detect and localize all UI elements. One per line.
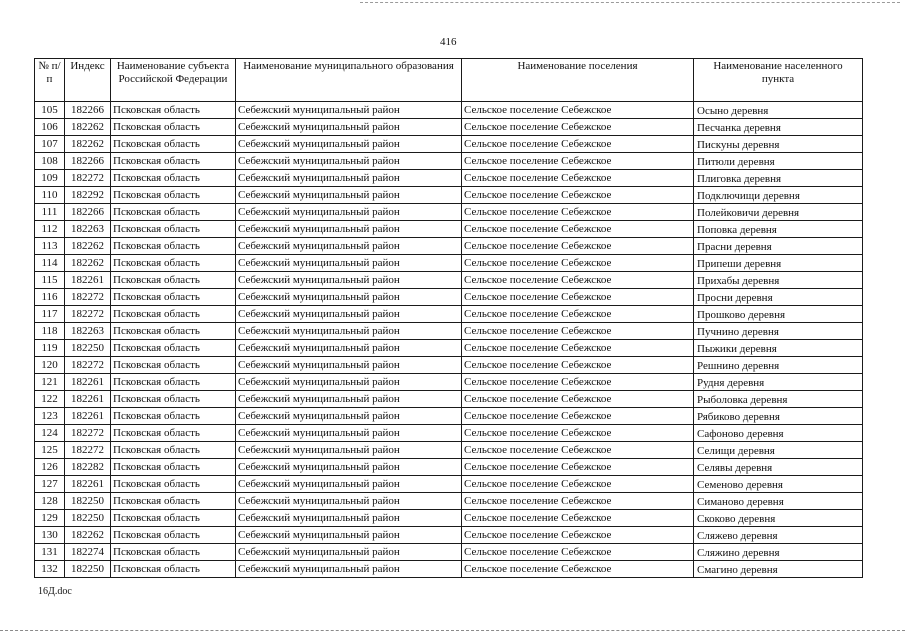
row-number-cell: 109 [35, 170, 65, 187]
federal-subject-cell: Псковская область [111, 340, 236, 357]
row-number-cell: 132 [35, 561, 65, 578]
header-postal-index: Индекс [65, 59, 111, 102]
locality-cell: Прошково деревня [694, 306, 863, 323]
postal-index-cell: 182282 [65, 459, 111, 476]
postal-index-cell: 182272 [65, 306, 111, 323]
postal-index-cell: 182261 [65, 408, 111, 425]
federal-subject-cell: Псковская область [111, 221, 236, 238]
federal-subject-cell: Псковская область [111, 272, 236, 289]
table-body [35, 102, 863, 578]
municipality-cell: Себежский муниципальный район [236, 289, 462, 306]
municipality-cell: Себежский муниципальный район [236, 136, 462, 153]
municipality-cell: Себежский муниципальный район [236, 459, 462, 476]
municipality-cell: Себежский муниципальный район [236, 476, 462, 493]
locality-cell: Подключищи деревня [694, 187, 863, 204]
federal-subject-cell: Псковская область [111, 374, 236, 391]
header-settlement: Наименование поселения [462, 59, 694, 102]
table-row [35, 459, 863, 476]
municipality-cell: Себежский муниципальный район [236, 561, 462, 578]
table-row [35, 238, 863, 255]
municipality-cell: Себежский муниципальный район [236, 493, 462, 510]
locality-cell: Прихабы деревня [694, 272, 863, 289]
federal-subject-cell: Псковская область [111, 493, 236, 510]
locality-cell: Припеши деревня [694, 255, 863, 272]
federal-subject-cell: Псковская область [111, 459, 236, 476]
postal-index-cell: 182292 [65, 187, 111, 204]
municipality-cell: Себежский муниципальный район [236, 306, 462, 323]
federal-subject-cell: Псковская область [111, 527, 236, 544]
locality-cell: Пискуны деревня [694, 136, 863, 153]
locality-cell: Скоково деревня [694, 510, 863, 527]
table-row [35, 153, 863, 170]
municipality-cell: Себежский муниципальный район [236, 510, 462, 527]
municipality-cell: Себежский муниципальный район [236, 238, 462, 255]
municipality-cell: Себежский муниципальный район [236, 391, 462, 408]
municipality-cell: Себежский муниципальный район [236, 102, 462, 119]
locality-cell: Плиговка деревня [694, 170, 863, 187]
locality-cell: Рудня деревня [694, 374, 863, 391]
settlement-cell: Сельское поселение Себежское [462, 561, 694, 578]
postal-index-cell: 182262 [65, 136, 111, 153]
row-number-cell: 122 [35, 391, 65, 408]
municipality-cell: Себежский муниципальный район [236, 442, 462, 459]
settlement-cell: Сельское поселение Себежское [462, 255, 694, 272]
federal-subject-cell: Псковская область [111, 442, 236, 459]
locality-cell: Сафоново деревня [694, 425, 863, 442]
federal-subject-cell: Псковская область [111, 391, 236, 408]
municipality-cell: Себежский муниципальный район [236, 187, 462, 204]
table-row [35, 255, 863, 272]
table-row [35, 136, 863, 153]
postal-index-cell: 182261 [65, 476, 111, 493]
locality-cell: Питюли деревня [694, 153, 863, 170]
footer-filename: 16Д.doc [38, 586, 72, 597]
row-number-cell: 108 [35, 153, 65, 170]
row-number-cell: 110 [35, 187, 65, 204]
federal-subject-cell: Псковская область [111, 357, 236, 374]
row-number-cell: 112 [35, 221, 65, 238]
locality-cell: Прасни деревня [694, 238, 863, 255]
municipality-cell: Себежский муниципальный район [236, 204, 462, 221]
municipality-cell: Себежский муниципальный район [236, 527, 462, 544]
settlement-cell: Сельское поселение Себежское [462, 442, 694, 459]
page-number: 416 [440, 36, 457, 48]
table-row [35, 119, 863, 136]
municipality-cell: Себежский муниципальный район [236, 221, 462, 238]
settlement-cell: Сельское поселение Себежское [462, 323, 694, 340]
row-number-cell: 113 [35, 238, 65, 255]
postal-index-cell: 182262 [65, 255, 111, 272]
row-number-cell: 123 [35, 408, 65, 425]
table-row [35, 425, 863, 442]
table-row [35, 306, 863, 323]
municipality-cell: Себежский муниципальный район [236, 255, 462, 272]
table-row [35, 561, 863, 578]
settlement-cell: Сельское поселение Себежское [462, 272, 694, 289]
postal-index-cell: 182272 [65, 357, 111, 374]
federal-subject-cell: Псковская область [111, 306, 236, 323]
federal-subject-cell: Псковская область [111, 561, 236, 578]
federal-subject-cell: Псковская область [111, 408, 236, 425]
postal-index-cell: 182272 [65, 425, 111, 442]
table-header-row [35, 59, 863, 102]
row-number-cell: 130 [35, 527, 65, 544]
settlement-cell: Сельское поселение Себежское [462, 187, 694, 204]
postal-index-cell: 182261 [65, 272, 111, 289]
postal-index-cell: 182266 [65, 153, 111, 170]
municipality-cell: Себежский муниципальный район [236, 374, 462, 391]
scan-edge-bottom [0, 630, 905, 633]
table-row [35, 527, 863, 544]
municipality-cell: Себежский муниципальный район [236, 425, 462, 442]
settlement-cell: Сельское поселение Себежское [462, 357, 694, 374]
scan-edge-top [360, 2, 900, 5]
federal-subject-cell: Псковская область [111, 136, 236, 153]
locality-cell: Пучнино деревня [694, 323, 863, 340]
settlement-cell: Сельское поселение Себежское [462, 527, 694, 544]
row-number-cell: 119 [35, 340, 65, 357]
postal-index-cell: 182272 [65, 170, 111, 187]
federal-subject-cell: Псковская область [111, 153, 236, 170]
postal-index-cell: 182261 [65, 391, 111, 408]
postal-index-cell: 182250 [65, 510, 111, 527]
municipality-cell: Себежский муниципальный район [236, 119, 462, 136]
postal-index-cell: 182263 [65, 323, 111, 340]
postal-index-cell: 182263 [65, 221, 111, 238]
settlement-cell: Сельское поселение Себежское [462, 306, 694, 323]
municipality-cell: Себежский муниципальный район [236, 323, 462, 340]
settlement-cell: Сельское поселение Себежское [462, 476, 694, 493]
table-row [35, 170, 863, 187]
row-number-cell: 120 [35, 357, 65, 374]
postal-index-cell: 182250 [65, 340, 111, 357]
locality-cell: Рыболовка деревня [694, 391, 863, 408]
row-number-cell: 117 [35, 306, 65, 323]
header-federal-subject: Наименование субъекта Российской Федерации [111, 59, 236, 102]
table-row [35, 374, 863, 391]
locality-cell: Песчанка деревня [694, 119, 863, 136]
settlement-cell: Сельское поселение Себежское [462, 493, 694, 510]
settlement-cell: Сельское поселение Себежское [462, 153, 694, 170]
settlement-cell: Сельское поселение Себежское [462, 391, 694, 408]
row-number-cell: 126 [35, 459, 65, 476]
municipality-cell: Себежский муниципальный район [236, 272, 462, 289]
table-row [35, 102, 863, 119]
settlement-cell: Сельское поселение Себежское [462, 425, 694, 442]
table-row [35, 204, 863, 221]
postal-index-cell: 182250 [65, 493, 111, 510]
locality-cell: Смагино деревня [694, 561, 863, 578]
row-number-cell: 129 [35, 510, 65, 527]
table-row [35, 408, 863, 425]
row-number-cell: 124 [35, 425, 65, 442]
postal-index-cell: 182262 [65, 527, 111, 544]
municipality-cell: Себежский муниципальный район [236, 357, 462, 374]
municipality-cell: Себежский муниципальный район [236, 153, 462, 170]
table-row [35, 476, 863, 493]
row-number-cell: 127 [35, 476, 65, 493]
settlement-cell: Сельское поселение Себежское [462, 340, 694, 357]
municipality-cell: Себежский муниципальный район [236, 340, 462, 357]
federal-subject-cell: Псковская область [111, 425, 236, 442]
postal-index-cell: 182266 [65, 102, 111, 119]
settlement-cell: Сельское поселение Себежское [462, 459, 694, 476]
settlement-cell: Сельское поселение Себежское [462, 374, 694, 391]
locality-cell: Поповка деревня [694, 221, 863, 238]
postal-index-cell: 182250 [65, 561, 111, 578]
federal-subject-cell: Псковская область [111, 119, 236, 136]
federal-subject-cell: Псковская область [111, 102, 236, 119]
locality-cell: Сляжево деревня [694, 527, 863, 544]
locality-cell: Семеново деревня [694, 476, 863, 493]
table-row [35, 357, 863, 374]
settlement-cell: Сельское поселение Себежское [462, 544, 694, 561]
table-row [35, 272, 863, 289]
settlement-cell: Сельское поселение Себежское [462, 170, 694, 187]
municipality-cell: Себежский муниципальный район [236, 170, 462, 187]
table-row [35, 493, 863, 510]
table-row [35, 289, 863, 306]
row-number-cell: 118 [35, 323, 65, 340]
postal-index-cell: 182261 [65, 374, 111, 391]
row-number-cell: 128 [35, 493, 65, 510]
table-row [35, 442, 863, 459]
table-row [35, 391, 863, 408]
header-locality: Наименование населенного пункта [694, 59, 863, 102]
federal-subject-cell: Псковская область [111, 170, 236, 187]
settlement-cell: Сельское поселение Себежское [462, 204, 694, 221]
table-row [35, 187, 863, 204]
postal-index-cell: 182272 [65, 289, 111, 306]
header-municipality: Наименование муниципального образования [236, 59, 462, 102]
postal-index-cell: 182272 [65, 442, 111, 459]
settlement-cell: Сельское поселение Себежское [462, 289, 694, 306]
locality-cell: Сляжино деревня [694, 544, 863, 561]
federal-subject-cell: Псковская область [111, 255, 236, 272]
postal-index-cell: 182274 [65, 544, 111, 561]
locality-cell: Селищи деревня [694, 442, 863, 459]
row-number-cell: 111 [35, 204, 65, 221]
settlement-cell: Сельское поселение Себежское [462, 102, 694, 119]
federal-subject-cell: Псковская область [111, 476, 236, 493]
locality-cell: Просни деревня [694, 289, 863, 306]
row-number-cell: 116 [35, 289, 65, 306]
federal-subject-cell: Псковская область [111, 544, 236, 561]
table-row [35, 544, 863, 561]
row-number-cell: 106 [35, 119, 65, 136]
row-number-cell: 114 [35, 255, 65, 272]
row-number-cell: 105 [35, 102, 65, 119]
postal-index-cell: 182266 [65, 204, 111, 221]
row-number-cell: 131 [35, 544, 65, 561]
locality-cell: Симаново деревня [694, 493, 863, 510]
header-row-number: № п/п [35, 59, 65, 102]
federal-subject-cell: Псковская область [111, 323, 236, 340]
table-row [35, 340, 863, 357]
settlement-cell: Сельское поселение Себежское [462, 238, 694, 255]
federal-subject-cell: Псковская область [111, 238, 236, 255]
federal-subject-cell: Псковская область [111, 289, 236, 306]
postal-index-cell: 182262 [65, 238, 111, 255]
row-number-cell: 115 [35, 272, 65, 289]
settlement-cell: Сельское поселение Себежское [462, 510, 694, 527]
municipality-cell: Себежский муниципальный район [236, 544, 462, 561]
table-row [35, 323, 863, 340]
row-number-cell: 121 [35, 374, 65, 391]
settlement-cell: Сельское поселение Себежское [462, 221, 694, 238]
federal-subject-cell: Псковская область [111, 204, 236, 221]
locality-cell: Полейковичи деревня [694, 204, 863, 221]
postal-index-cell: 182262 [65, 119, 111, 136]
table-row [35, 510, 863, 527]
federal-subject-cell: Псковская область [111, 510, 236, 527]
locality-cell: Рябиково деревня [694, 408, 863, 425]
settlements-table [34, 58, 863, 578]
row-number-cell: 107 [35, 136, 65, 153]
locality-cell: Селявы деревня [694, 459, 863, 476]
federal-subject-cell: Псковская область [111, 187, 236, 204]
locality-cell: Осыно деревня [694, 102, 863, 119]
locality-cell: Пыжики деревня [694, 340, 863, 357]
settlement-cell: Сельское поселение Себежское [462, 408, 694, 425]
settlement-cell: Сельское поселение Себежское [462, 119, 694, 136]
row-number-cell: 125 [35, 442, 65, 459]
municipality-cell: Себежский муниципальный район [236, 408, 462, 425]
settlement-cell: Сельское поселение Себежское [462, 136, 694, 153]
table-row [35, 221, 863, 238]
locality-cell: Решнино деревня [694, 357, 863, 374]
